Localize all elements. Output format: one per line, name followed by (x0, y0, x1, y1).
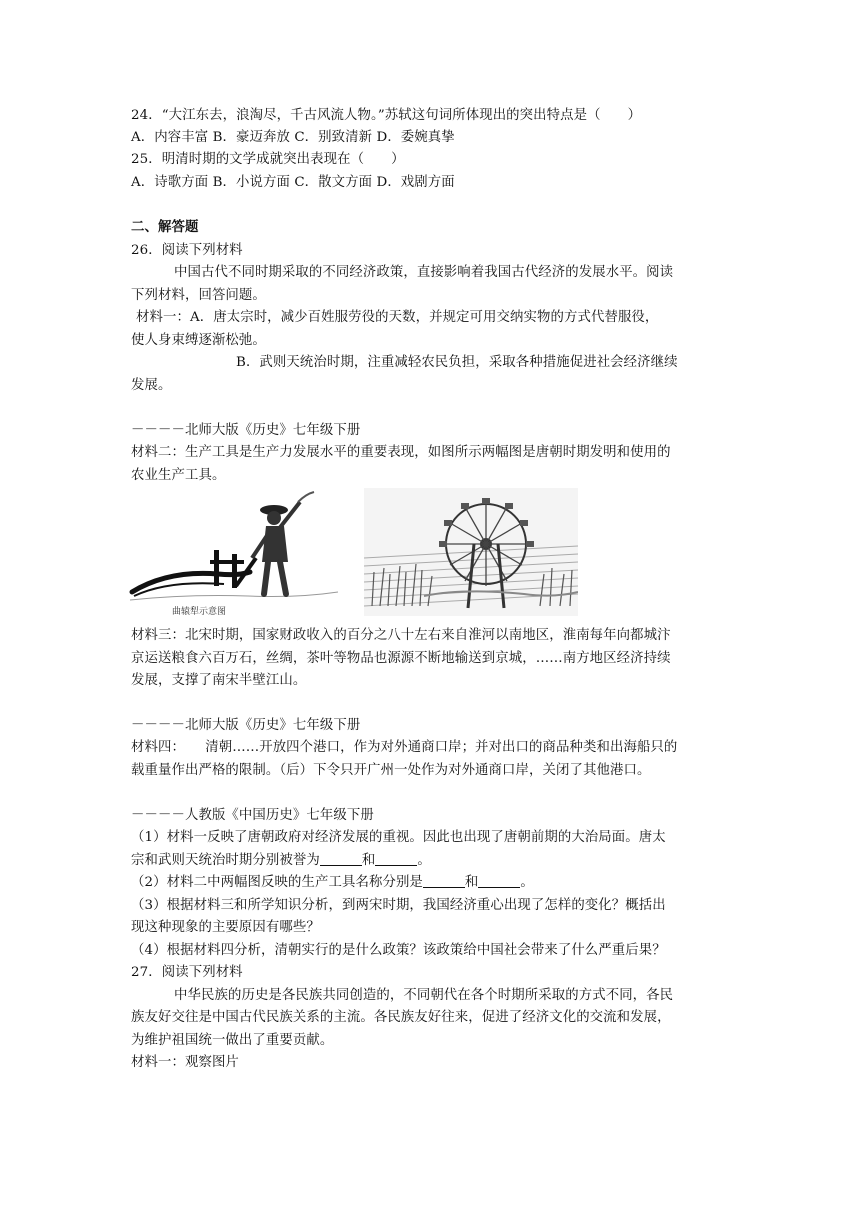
subquestion-3-line2: 现这种现象的主要原因有哪些？ (131, 920, 320, 935)
material2-line1: 材料二：生产工具是生产力发展水平的重要表现，如图所示两幅图是唐朝时期发明和使用的 (131, 445, 671, 460)
q27-material1: 材料一：观察图片 (131, 1055, 239, 1070)
question-24-options: A．内容丰富 B．豪迈奔放 C．别致清新 D．委婉真挚 (131, 130, 455, 145)
question-24-stem: 24．“大江东去，浪淘尽，千古风流人物。”苏轼这句词所体现出的突出特点是（ ） (131, 108, 642, 123)
material4-line1: 材料四： 清朝……开放四个港口，作为对外通商口岸；并对出口的商品种类和出海船只的 (131, 740, 678, 755)
answer-blank[interactable] (478, 875, 520, 888)
material1a-line2: 使人身束缚逐渐松弛。 (131, 333, 266, 348)
source-citation-3: －－－－人教版《中国历史》七年级下册 (131, 808, 374, 823)
answer-blank[interactable] (320, 853, 362, 866)
material3-line3: 发展，支撑了南宋半壁江山。 (131, 673, 307, 688)
subquestion-2-text-b: 和 (464, 875, 479, 890)
material1a-line1: 材料一：A．唐太宗时，减少百姓服劳役的天数，并规定可用交纳实物的方式代替服役， (136, 310, 659, 325)
question-25-options: A．诗歌方面 B．小说方面 C．散文方面 D．戏剧方面 (131, 175, 455, 190)
q27-intro-line3: 为维护祖国统一做出了重要贡献。 (131, 1033, 334, 1048)
water-wheel-image (364, 488, 578, 616)
plow-image-caption: 曲辕犁示意图 (172, 607, 227, 617)
material2-line2: 农业生产工具。 (131, 468, 226, 483)
q27-intro-line1: 中华民族的历史是各民族共同创造的，不同朝代在各个时期所采取的方式不同，各民 (174, 988, 674, 1003)
q26-intro-line2: 下列材料，回答问题。 (131, 288, 266, 303)
material1b-line2: 发展。 (131, 378, 172, 393)
subquestion-1-line1: （1）材料一反映了唐朝政府对经济发展的重视。因此也出现了唐朝前期的大治局面。唐太 (131, 830, 666, 845)
subquestion-1-text-a: 宗和武则天统治时期分别被誉为 (131, 853, 320, 868)
subquestion-2-text-a: （2）材料二中两幅图反映的生产工具名称分别是 (131, 875, 423, 890)
subquestion-2-text-c: 。 (520, 875, 534, 890)
question-25-stem: 25．明清时期的文学成就突出表现在（ ） (131, 152, 405, 167)
material4-line2: 载重量作出严格的限制。（后）下令只开广州一处作为对外通商口岸，关闭了其他港口。 (131, 763, 651, 778)
question-27-stem: 27．阅读下列材料 (131, 965, 243, 980)
q27-intro-line2: 族友好交往是中国古代民族关系的主流。各民族友好往来，促进了经济文化的交流和发展， (131, 1010, 671, 1025)
section-title: 二、解答题 (131, 219, 199, 235)
question-26-stem: 26．阅读下列材料 (131, 243, 243, 258)
source-citation-2: －－－－北师大版《历史》七年级下册 (131, 718, 361, 733)
material1b-line1: B．武则天统治时期，注重减轻农民负担，采取各种措施促进社会经济继续 (236, 355, 678, 370)
subquestion-3-line1: （3）根据材料三和所学知识分析，到两宋时期，我国经济重心出现了怎样的变化？概括出 (131, 898, 666, 913)
material3-line1: 材料三：北宋时期，国家财政收入的百分之八十左右来自淮河以南地区，淮南每年向都城汴 (131, 628, 671, 643)
material3-line2: 京运送粮食六百万石，丝绸，茶叶等物品也源源不断地输送到京城，……南方地区经济持续 (131, 651, 671, 666)
q26-intro-line1: 中国古代不同时期采取的不同经济政策，直接影响着我国古代经济的发展水平。阅读 (174, 265, 674, 280)
answer-blank[interactable] (375, 853, 417, 866)
subquestion-1-text-b: 和 (361, 853, 376, 868)
curved-plow-image (128, 488, 340, 618)
subquestion-2 (131, 874, 741, 891)
subquestion-1-line2 (131, 852, 741, 869)
subquestion-1-text-c: 。 (417, 853, 431, 868)
answer-blank[interactable] (423, 875, 465, 888)
source-citation-1: －－－－北师大版《历史》七年级下册 (131, 423, 361, 438)
subquestion-4: （4）根据材料四分析，清朝实行的是什么政策？该政策给中国社会带来了什么严重后果？ (131, 943, 666, 958)
